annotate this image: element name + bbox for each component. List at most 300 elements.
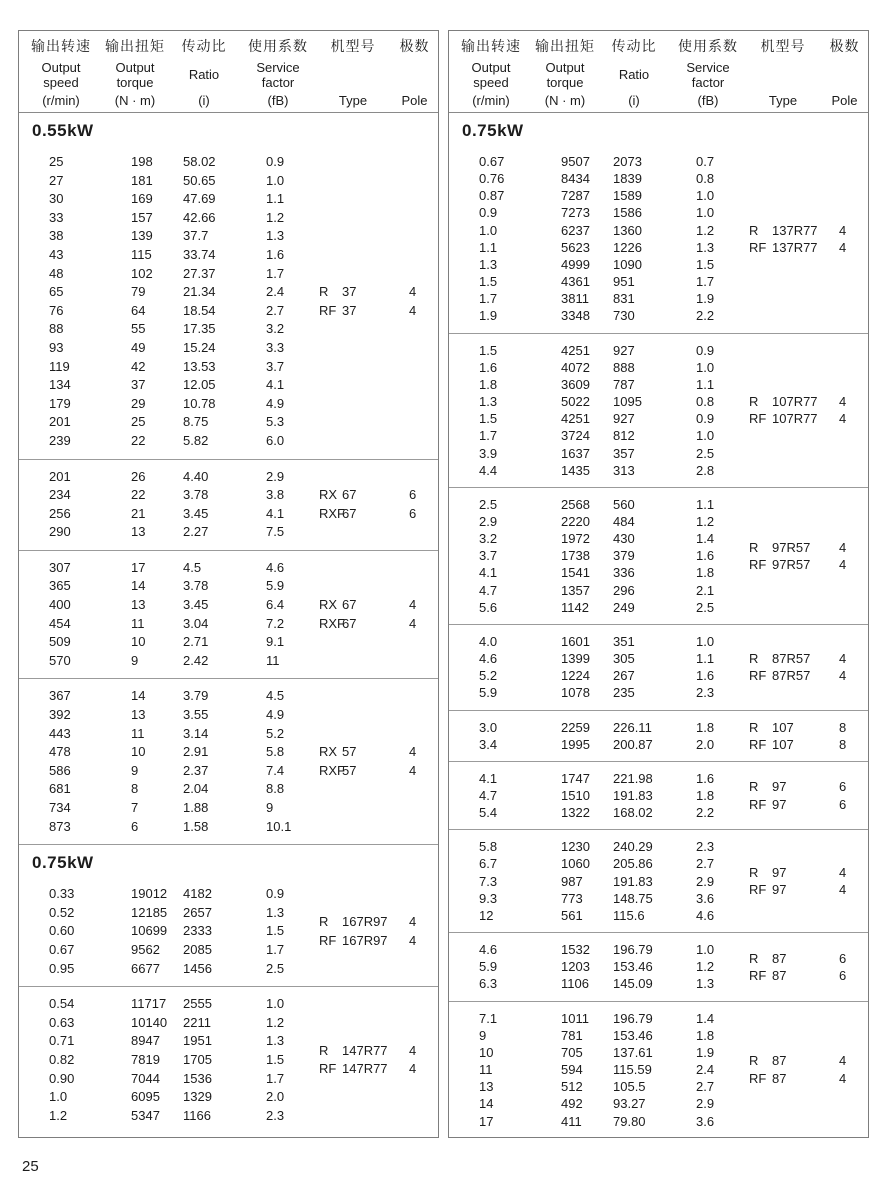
cell-ratio: 1.58 (183, 818, 209, 834)
cell-output-torque: 1510 (561, 788, 590, 803)
pole-value: 6 (839, 950, 847, 966)
cell-service-factor: 2.9 (266, 468, 285, 484)
header-col-1 (103, 36, 167, 108)
type-prefix: RF (749, 1070, 767, 1086)
table-row (479, 719, 868, 736)
cell-service-factor: 1.7 (266, 941, 285, 957)
header-label-en: Output speed (471, 59, 511, 90)
cell-output-speed: 6.3 (479, 976, 498, 992)
cell-ratio: 1360 (613, 222, 642, 238)
table-row (479, 1113, 868, 1130)
cell-output-torque: 19012 (131, 886, 168, 902)
cell-service-factor: 1.3 (696, 976, 715, 992)
cell-output-torque: 13 (131, 707, 146, 723)
pole-value: 4 (839, 1070, 847, 1086)
cell-output-torque: 10 (131, 634, 146, 650)
type-prefix: RF (749, 736, 767, 752)
cell-service-factor: 5.9 (266, 578, 285, 594)
cell-output-torque: 49 (131, 339, 146, 355)
cell-service-factor: 0.9 (266, 886, 285, 902)
type-number: 137R77 (772, 239, 818, 255)
cell-output-speed: 1.7 (479, 291, 498, 307)
cell-service-factor: 2.4 (696, 1062, 715, 1078)
cell-output-torque: 1106 (561, 976, 589, 992)
cell-service-factor: 1.0 (696, 942, 715, 958)
cell-output-torque: 3348 (561, 308, 590, 324)
cell-ratio: 17.35 (183, 321, 216, 337)
cell-ratio: 2.91 (183, 744, 209, 760)
cell-output-speed: 43 (49, 246, 64, 262)
header-label-en: Service factor (256, 59, 300, 90)
cell-output-torque: 8434 (561, 171, 590, 187)
type-prefix: R (749, 222, 759, 238)
cell-output-torque: 1601 (561, 633, 590, 649)
cell-ratio: 12.05 (183, 377, 216, 393)
type-labels (319, 145, 356, 459)
cell-output-torque: 781 (561, 1027, 583, 1043)
table-row (49, 652, 438, 671)
type-number: 97 (772, 865, 787, 881)
data-block (449, 710, 868, 761)
cell-output-speed: 570 (49, 652, 71, 668)
cell-output-speed: 0.82 (49, 1051, 75, 1067)
cell-output-torque: 5623 (561, 239, 590, 255)
header-label-zh: 机型号 (760, 38, 806, 54)
cell-service-factor: 3.8 (266, 487, 285, 503)
table-header (19, 31, 438, 113)
type-prefix: R (319, 914, 329, 930)
header-label-en: Output speed (41, 59, 81, 90)
type-labels (749, 830, 786, 932)
cell-ratio: 2.04 (183, 781, 209, 797)
cell-output-torque: 10 (131, 744, 146, 760)
type-number: 147R77 (342, 1042, 388, 1058)
cell-output-torque: 3724 (561, 428, 590, 444)
type-prefix: R (749, 394, 759, 410)
cell-ratio: 21.34 (183, 284, 216, 300)
cell-output-speed: 1.3 (479, 256, 498, 272)
header-col-0 (19, 36, 103, 108)
cell-output-speed: 256 (49, 505, 71, 521)
table-row (49, 358, 438, 377)
cell-service-factor: 0.9 (266, 154, 285, 169)
type-number: 57 (342, 744, 357, 760)
header-label-zh: 输出转速 (461, 38, 521, 54)
cell-ratio: 1329 (183, 1089, 212, 1105)
pole-values (839, 145, 846, 333)
cell-service-factor: 2.5 (696, 599, 715, 615)
cell-ratio: 4.40 (183, 468, 209, 484)
page-number: 25 (22, 1158, 39, 1175)
cell-ratio: 153.46 (613, 959, 653, 975)
header-label-zh: 极数 (829, 38, 860, 54)
section-title: 0.55kW (32, 121, 94, 140)
cell-ratio: 2211 (183, 1014, 211, 1030)
cell-output-speed: 4.4 (479, 462, 498, 478)
cell-service-factor: 1.8 (696, 1027, 715, 1043)
table-row (49, 339, 438, 358)
cell-ratio: 145.09 (613, 976, 653, 992)
data-block (449, 624, 868, 710)
cell-service-factor: 1.0 (696, 205, 715, 221)
cell-output-speed: 10 (479, 1044, 494, 1060)
cell-service-factor: 4.9 (266, 707, 285, 723)
cell-output-torque: 1541 (561, 565, 590, 581)
type-prefix: R (749, 950, 759, 966)
type-number: 147R77 (342, 1061, 388, 1077)
type-label (749, 539, 810, 556)
data-rows (449, 941, 868, 992)
cell-output-speed: 0.54 (49, 996, 75, 1012)
cell-output-torque: 2259 (561, 719, 590, 735)
table-row (49, 209, 438, 228)
pole-value: 4 (409, 1061, 417, 1077)
cell-output-torque: 1230 (561, 839, 590, 855)
type-label (319, 1060, 388, 1079)
cell-output-speed: 365 (49, 578, 71, 594)
cell-output-torque: 17 (131, 559, 146, 575)
pole-value: 4 (839, 556, 847, 572)
type-prefix: R (749, 539, 759, 555)
type-number: 97R57 (772, 539, 811, 555)
cell-ratio: 5.82 (183, 432, 209, 448)
section-title: 0.75kW (462, 121, 524, 140)
cell-output-torque: 14 (131, 688, 146, 704)
table-row (49, 762, 438, 781)
cell-output-torque: 102 (131, 265, 153, 281)
cell-service-factor: 2.5 (696, 445, 715, 461)
table-row (49, 706, 438, 725)
cell-ratio: 379 (613, 548, 635, 564)
cell-output-torque: 8 (131, 781, 139, 797)
cell-output-torque: 198 (131, 154, 153, 169)
data-block (449, 829, 868, 932)
cell-output-speed: 5.4 (479, 805, 498, 821)
header-col-3 (241, 36, 315, 108)
pole-value: 4 (839, 222, 847, 238)
cell-ratio: 430 (613, 531, 635, 547)
cell-output-speed: 76 (49, 302, 64, 318)
type-prefix: RF (319, 932, 337, 948)
type-label (319, 1042, 388, 1061)
cell-output-torque: 1532 (561, 942, 590, 958)
cell-output-speed: 48 (49, 265, 64, 281)
cell-output-torque: 7819 (131, 1051, 160, 1067)
header-col-4 (315, 36, 391, 108)
cell-ratio: 927 (613, 411, 635, 427)
cell-output-torque: 7287 (561, 188, 590, 204)
table-row (479, 975, 868, 992)
cell-output-speed: 0.67 (479, 154, 505, 169)
cell-output-speed: 134 (49, 377, 71, 393)
cell-output-speed: 1.9 (479, 308, 498, 324)
table-row (49, 780, 438, 799)
header-unit: (r/min) (42, 93, 80, 108)
cell-ratio: 2.71 (183, 634, 209, 650)
type-labels (749, 334, 818, 487)
cell-output-torque: 411 (561, 1113, 582, 1129)
header-label-zh: 使用系数 (678, 38, 738, 54)
table-row (479, 1010, 868, 1027)
table-row (49, 523, 438, 542)
type-number: 67 (342, 615, 357, 631)
cell-ratio: 235 (613, 685, 635, 701)
cell-output-torque: 2568 (561, 496, 590, 512)
header-label-zh: 使用系数 (248, 38, 308, 54)
header-label-zh: 输出扭矩 (535, 38, 595, 54)
pole-value: 6 (839, 779, 847, 795)
cell-service-factor: 1.3 (266, 228, 285, 244)
cell-service-factor: 1.1 (696, 496, 715, 512)
type-label (749, 667, 810, 684)
type-label (749, 556, 810, 573)
cell-ratio: 10.78 (183, 395, 216, 411)
cell-ratio: 3.04 (183, 615, 209, 631)
cell-ratio: 13.53 (183, 358, 216, 374)
type-prefix: RF (319, 302, 337, 318)
table-row (49, 413, 438, 432)
cell-output-speed: 5.8 (479, 839, 498, 855)
cell-ratio: 3.79 (183, 688, 209, 704)
cell-service-factor: 1.2 (696, 959, 715, 975)
data-block (449, 761, 868, 829)
cell-service-factor: 1.1 (696, 376, 715, 392)
cell-output-speed: 4.7 (479, 582, 498, 598)
data-block (19, 986, 438, 1133)
type-label (749, 967, 786, 984)
cell-ratio: 3.55 (183, 707, 209, 723)
pole-value: 4 (839, 1053, 847, 1069)
cell-output-torque: 1142 (561, 599, 589, 615)
cell-output-speed: 1.5 (479, 411, 498, 427)
type-label (749, 239, 818, 256)
cell-ratio: 3.45 (183, 505, 209, 521)
cell-service-factor: 1.5 (266, 1051, 285, 1067)
type-number: 67 (342, 505, 357, 521)
type-number: 97 (772, 796, 787, 812)
cell-service-factor: 3.3 (266, 339, 285, 355)
type-label (319, 302, 356, 321)
cell-output-speed: 0.71 (49, 1033, 75, 1049)
cell-output-speed: 3.0 (479, 719, 498, 735)
cell-service-factor: 1.2 (266, 209, 285, 225)
pole-values (839, 625, 846, 710)
cell-output-torque: 10699 (131, 923, 168, 939)
table-row (49, 265, 438, 284)
cell-output-torque: 3609 (561, 376, 590, 392)
header-unit: Pole (401, 93, 428, 108)
table-row (479, 804, 868, 821)
cell-ratio: 787 (613, 376, 635, 392)
cell-ratio: 3.45 (183, 597, 209, 613)
cell-ratio: 3.78 (183, 487, 209, 503)
cell-ratio: 1589 (613, 188, 642, 204)
cell-output-speed: 4.6 (479, 651, 498, 667)
type-prefix: R (749, 651, 759, 667)
cell-service-factor: 1.6 (696, 668, 715, 684)
cell-ratio: 2.27 (183, 524, 209, 540)
cell-ratio: 831 (613, 291, 635, 307)
pole-values (409, 551, 416, 679)
section-title: 0.75kW (19, 844, 438, 877)
cell-output-torque: 9562 (131, 941, 160, 957)
cell-output-torque: 9507 (561, 154, 590, 169)
type-labels (749, 145, 818, 333)
pole-values (839, 488, 846, 624)
cell-ratio: 1166 (183, 1107, 211, 1123)
cell-output-speed: 30 (49, 191, 64, 207)
cell-output-torque: 5347 (131, 1107, 160, 1123)
data-block (449, 145, 868, 333)
header-col-3 (671, 36, 745, 108)
cell-output-speed: 1.5 (479, 274, 498, 290)
cell-output-speed: 681 (49, 781, 71, 797)
type-labels (749, 933, 786, 1000)
cell-output-speed: 4.0 (479, 633, 498, 649)
cell-output-speed: 9.3 (479, 890, 498, 906)
table-row (479, 736, 868, 753)
type-prefix: RXF (319, 615, 345, 631)
cell-output-speed: 367 (49, 688, 71, 704)
cell-ratio: 58.02 (183, 154, 216, 169)
header-unit: Type (338, 93, 368, 108)
pole-values (409, 679, 416, 844)
header-label-en: Output torque (115, 59, 155, 90)
table-row (49, 687, 438, 706)
cell-output-speed: 201 (49, 414, 71, 430)
cell-service-factor: 1.3 (266, 1033, 285, 1049)
cell-ratio: 267 (613, 668, 635, 684)
data-rows (449, 719, 868, 753)
cell-output-torque: 1357 (561, 582, 590, 598)
cell-service-factor: 2.7 (266, 302, 285, 318)
type-label (319, 932, 388, 951)
cell-output-speed: 3.7 (479, 548, 498, 564)
cell-output-speed: 307 (49, 559, 71, 575)
cell-output-speed: 1.5 (479, 342, 498, 358)
cell-service-factor: 4.1 (266, 377, 285, 393)
type-label (749, 393, 818, 410)
cell-output-speed: 0.87 (479, 188, 505, 204)
cell-output-speed: 734 (49, 800, 71, 815)
type-prefix: R (749, 719, 759, 735)
type-number: 87R57 (772, 651, 811, 667)
cell-output-torque: 492 (561, 1096, 583, 1112)
cell-output-speed: 400 (49, 597, 71, 613)
data-rows (449, 838, 868, 924)
pole-values (839, 830, 846, 932)
table-row (49, 432, 438, 451)
cell-service-factor: 2.7 (696, 1079, 715, 1095)
pole-value: 4 (409, 284, 417, 300)
cell-ratio: 313 (613, 462, 635, 478)
type-number: 107 (772, 736, 794, 752)
table-row (479, 855, 868, 872)
cell-service-factor: 5.8 (266, 744, 285, 760)
data-block (19, 550, 438, 679)
cell-output-speed: 201 (49, 468, 71, 484)
cell-service-factor: 0.7 (696, 154, 715, 169)
cell-service-factor: 4.6 (696, 907, 715, 923)
cell-output-speed: 3.2 (479, 531, 498, 547)
cell-output-torque: 13 (131, 524, 146, 540)
cell-output-torque: 6237 (561, 222, 590, 238)
cell-service-factor: 2.8 (696, 462, 715, 478)
cell-output-speed: 478 (49, 744, 71, 760)
cell-service-factor: 1.0 (696, 188, 715, 204)
cell-output-speed: 509 (49, 634, 71, 650)
cell-ratio: 484 (613, 513, 635, 529)
cell-ratio: 2.37 (183, 762, 209, 778)
header-label-en: Ratio (188, 67, 220, 82)
cell-output-speed: 25 (49, 154, 64, 169)
cell-service-factor: 4.9 (266, 395, 285, 411)
cell-service-factor: 1.7 (696, 274, 715, 290)
data-block (19, 877, 438, 986)
pole-value: 4 (409, 762, 417, 778)
cell-ratio: 1226 (613, 239, 642, 255)
type-label (749, 1070, 786, 1087)
cell-output-speed: 13 (479, 1079, 494, 1095)
cell-output-speed: 1.6 (479, 359, 498, 375)
cell-ratio: 27.37 (183, 265, 216, 281)
cell-output-torque: 79 (131, 284, 146, 300)
cell-output-torque: 9 (131, 762, 139, 778)
cell-output-torque: 4072 (561, 359, 590, 375)
cell-output-speed: 5.6 (479, 599, 498, 615)
cell-ratio: 168.02 (613, 805, 653, 821)
type-number: 97R57 (772, 556, 811, 572)
cell-output-torque: 7044 (131, 1070, 160, 1086)
cell-output-torque: 6095 (131, 1089, 160, 1105)
cell-service-factor: 1.1 (696, 651, 715, 667)
cell-output-torque: 11 (131, 725, 145, 741)
cell-service-factor: 9.1 (266, 634, 285, 650)
cell-ratio: 1951 (183, 1033, 212, 1049)
cell-ratio: 951 (613, 274, 635, 290)
cell-service-factor: 1.4 (696, 531, 715, 547)
cell-ratio: 137.61 (613, 1044, 653, 1060)
pole-values (409, 987, 416, 1133)
pole-value: 6 (839, 796, 847, 812)
cell-output-speed: 2.5 (479, 496, 498, 512)
cell-output-torque: 1738 (561, 548, 590, 564)
table-row (479, 838, 868, 855)
type-number: 87R57 (772, 668, 811, 684)
cell-ratio: 1586 (613, 205, 642, 221)
cell-ratio: 1095 (613, 394, 642, 410)
cell-service-factor: 2.0 (696, 736, 715, 752)
cell-service-factor: 4.1 (266, 505, 285, 521)
cell-service-factor: 1.0 (696, 428, 715, 444)
type-label (319, 596, 356, 615)
cell-service-factor: 1.8 (696, 565, 715, 581)
cell-ratio: 37.7 (183, 228, 209, 244)
cell-ratio: 2.42 (183, 652, 209, 668)
cell-output-torque: 705 (561, 1044, 583, 1060)
type-labels (319, 877, 388, 986)
data-block (19, 678, 438, 844)
cell-ratio: 1456 (183, 960, 212, 976)
cell-ratio: 191.83 (613, 873, 653, 889)
cell-output-torque: 4999 (561, 256, 590, 272)
table-row (49, 577, 438, 596)
type-label (749, 864, 786, 881)
cell-ratio: 4182 (183, 886, 212, 902)
header-label-zh: 极数 (399, 38, 430, 54)
cell-ratio: 42.66 (183, 209, 216, 225)
pole-value: 4 (839, 651, 847, 667)
